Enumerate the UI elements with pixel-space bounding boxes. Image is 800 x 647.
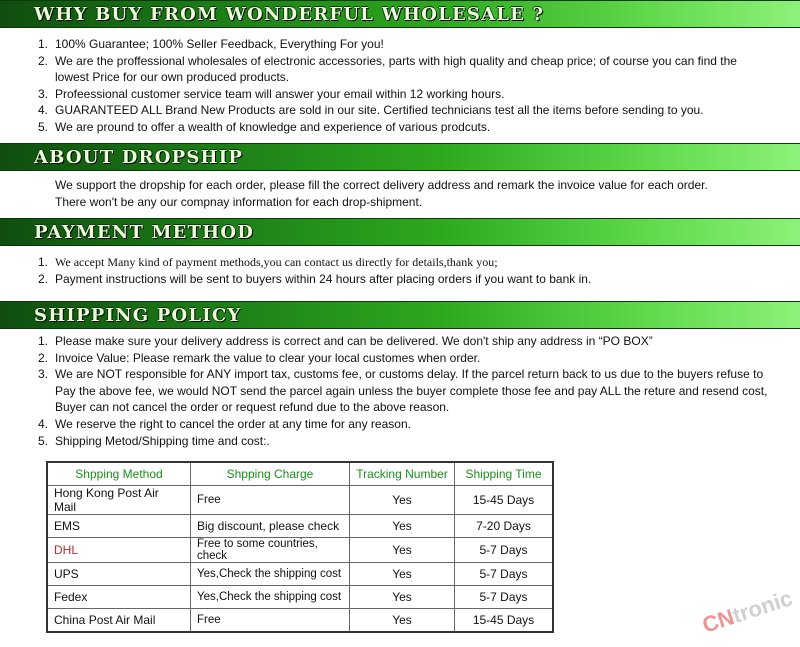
item-text: Shipping Metod/Shipping time and cost:. [55,433,270,448]
cntronic-watermark-logo [699,585,795,638]
item-text: We are the proffessional wholesales of electronic accessories, parts with high quality and cheap price; of course you can find the lowest Price for our own produced products. [55,53,737,85]
item-number: 5. [38,119,49,134]
shipping-table [46,461,554,633]
list-item [0,36,800,53]
item-number: 4. [38,416,49,431]
column-header: Shpping Method [47,462,191,486]
list-item [0,366,800,416]
item-text: Payment instructions will be sent to buyers within 24 hours after placing orders if you want to bank in. [55,271,592,286]
dropship-title: ABOUT DROPSHIP [34,147,244,168]
dropship-banner [0,143,800,171]
cell-method: China Post Air Mail [47,609,191,633]
dropship-section [0,177,800,210]
cell-charge: Yes,Check the shipping cost [191,563,350,586]
cell-charge: Free [191,609,350,633]
list-item [0,86,800,103]
table-row [47,563,553,586]
cell-time: 5-7 Days [455,586,554,609]
cell-tracking: Yes [350,486,455,515]
payment-section [0,254,800,287]
list-item [0,102,800,119]
why-buy-title: WHY BUY FROM WONDERFUL WHOLESALE ? [34,4,545,25]
cell-charge: Big discount, please check [191,515,350,538]
cell-time: 5-7 Days [455,538,554,563]
list-item [0,254,800,271]
cell-time: 15-45 Days [455,609,554,633]
cell-method: UPS [47,563,191,586]
cell-method: Hong Kong Post Air Mail [47,486,191,515]
item-text: We reserve the right to cancel the order at any time for any reason. [55,416,411,431]
list-item [0,53,800,86]
cell-charge: Free [191,486,350,515]
item-text: Please make sure your delivery address is correct and can be delivered. We don't ship any address in “PO BOX” [55,334,653,348]
cell-tracking: Yes [350,609,455,633]
cell-tracking: Yes [350,538,455,563]
item-number: 2. [38,271,49,286]
list-item [0,433,800,450]
payment-banner [0,218,800,246]
table-row [47,515,553,538]
item-text: We are pround to offer a wealth of knowledge and experience of various prodcuts. [55,119,491,134]
item-number: 2. [38,350,49,365]
list-item [0,416,800,433]
column-header: Shipping Time [455,462,554,486]
list-item [0,350,800,367]
why-buy-list [0,36,800,136]
cell-tracking: Yes [350,563,455,586]
watermark-rest: tronic [729,585,796,628]
table-row [47,538,553,563]
list-item [0,271,800,288]
dropship-line: There won't be any our compnay information for each drop-shipment. [55,194,423,209]
cell-method: Fedex [47,586,191,609]
table-row [47,586,553,609]
cell-tracking: Yes [350,586,455,609]
table-header-row [47,462,553,486]
shipping-title: SHIPPING POLICY [34,305,242,326]
item-number: 3. [38,367,49,382]
item-number: 3. [38,86,49,101]
table-row [47,486,553,515]
item-number: 5. [38,433,49,448]
list-item [0,119,800,136]
item-number: 2. [38,53,49,68]
cell-time: 7-20 Days [455,515,554,538]
cell-method: EMS [47,515,191,538]
cell-method: DHL [47,538,191,563]
why-buy-list-section [0,36,800,136]
dropship-line: We support the dropship for each order, please fill the correct delivery address and remark the invoice value for each order. [55,178,708,192]
column-header: Tracking Number [350,462,455,486]
item-text: We accept Many kind of payment methods,you can contact us directly for details,thank you; [55,255,498,269]
item-text: We are NOT responsible for ANY import tax, customs fee, or customs delay. If the parcel return back to us due to the buyers refuse to Pay the above fee, we would NOT send the parcel again unless the buyer complete those fee and pay ALL the reture and resend cost, Buyer can not cancel the order or request refund due to the above reason. [55,367,768,415]
cell-tracking: Yes [350,515,455,538]
item-number: 1. [38,255,49,269]
cell-time: 15-45 Days [455,486,554,515]
item-number: 1. [38,37,49,51]
watermark-prefix: CN [699,604,738,638]
payment-title: PAYMENT METHOD [34,222,255,243]
item-text: Profeessional customer service team will answer your email within 12 working hours. [55,86,505,101]
item-number: 1. [38,334,49,348]
why-buy-banner [0,0,800,28]
column-header: Shpping Charge [191,462,350,486]
list-item [0,333,800,350]
cell-charge: Yes,Check the shipping cost [191,586,350,609]
cell-time: 5-7 Days [455,563,554,586]
cell-charge: Free to some countries, check [191,538,350,563]
item-text: 100% Guarantee; 100% Seller Feedback, Everything For you! [55,37,384,51]
shipping-banner [0,301,800,329]
item-text: Invoice Value: Please remark the value to clear your local customes when order. [55,350,481,365]
shipping-section [0,333,800,449]
payment-list [0,254,800,287]
shipping-list [0,333,800,449]
item-number: 4. [38,103,49,118]
item-text: GUARANTEED ALL Brand New Products are sold in our site. Certified technicians test all the items before sending to you. [55,103,704,118]
table-row [47,609,553,633]
